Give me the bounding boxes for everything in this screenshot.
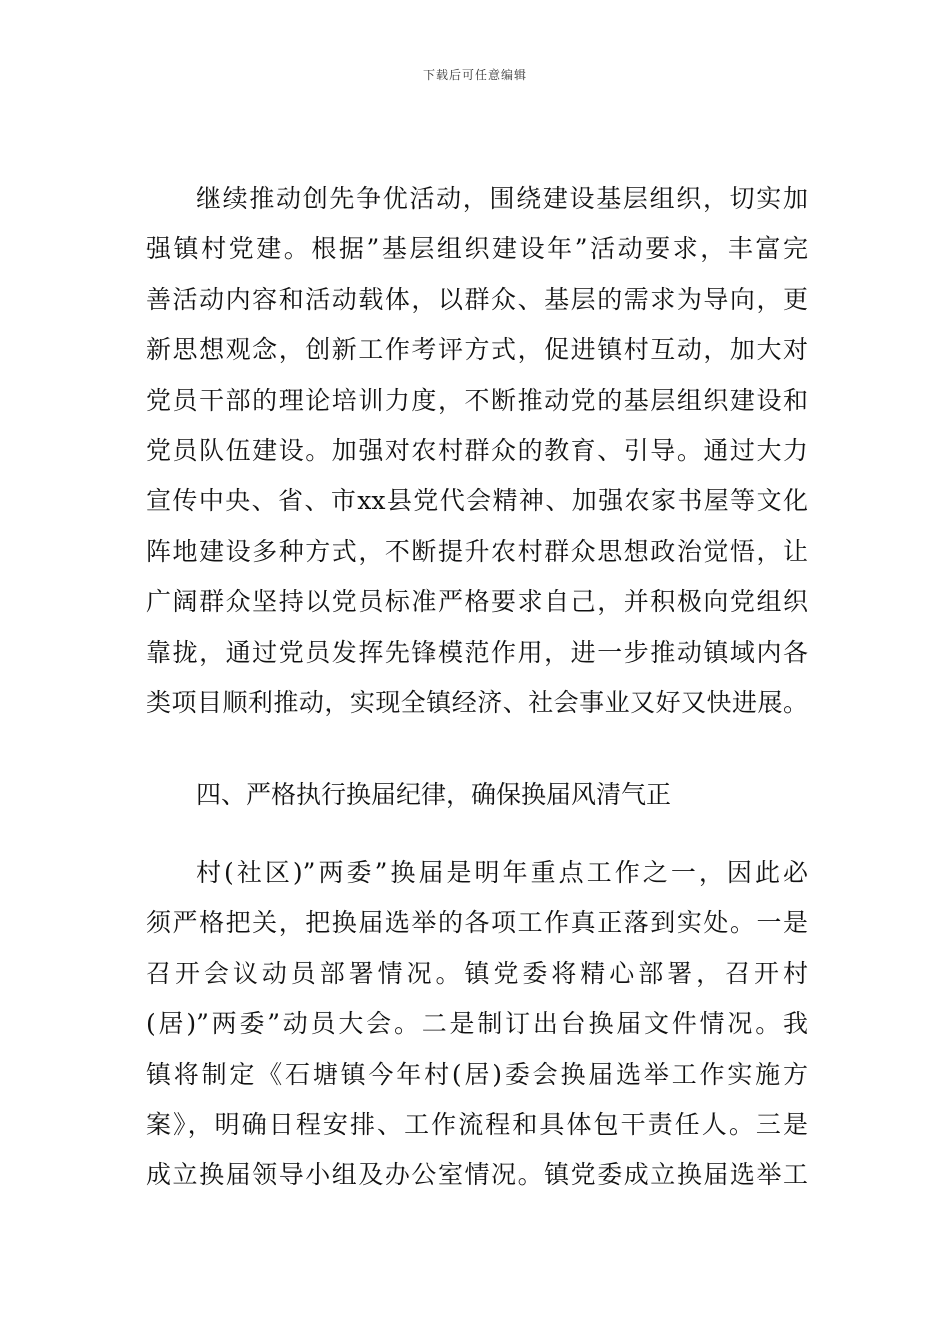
paragraph-line: 案》，明确日程安排、工作流程和具体包干责任人。三是 [146,1109,808,1139]
paragraph-line: 广阔群众坚持以党员标准严格要求自己，并积极向党组织 [146,587,808,617]
paragraph-line: 召开会议动员部署情况。镇党委将精心部署，召开村 [146,958,808,988]
page-header-note: 下载后可任意编辑 [422,68,527,82]
paragraph-line: 强镇村党建。根据”基层组织建设年”活动要求，丰富完 [146,234,808,264]
paragraph-election [146,848,808,1201]
paragraph-line: 村(社区)”两委”换届是明年重点工作之一，因此必 [196,858,808,887]
paragraph-line: 靠拢，通过党员发挥先锋模范作用，进一步推动镇域内各 [146,637,808,667]
paragraph-line: 阵地建设多种方式，不断提升农村群众思想政治觉悟，让 [146,536,808,566]
paragraph-line: 继续推动创先争优活动，围绕建设基层组织，切实加 [196,184,808,213]
paragraph-line: 党员干部的理论培训力度，不断推动党的基层组织建设和 [146,385,808,415]
paragraph-line: (居)”两委”动员大会。二是制订出台换届文件情况。我 [146,1009,808,1039]
paragraph-line: 成立换届领导小组及办公室情况。镇党委成立换届选举工 [146,1160,808,1190]
paragraph-line: 宣传中央、省、市xx县党代会精神、加强农家书屋等文化 [146,486,808,516]
paragraph-line: 镇将制定《石塘镇今年村(居)委会换届选举工作实施方 [146,1059,808,1089]
paragraph-line: 党员队伍建设。加强对农村群众的教育、引导。通过大力 [146,435,808,465]
paragraph-line: 类项目顺利推动，实现全镇经济、社会事业又好又快进展。 [146,687,808,717]
paragraph-line: 新思想观念，创新工作考评方式，促进镇村互动，加大对 [146,335,808,365]
paragraph-line: 善活动内容和活动载体，以群众、基层的需求为导向，更 [146,284,808,314]
section-heading [146,770,808,820]
section-heading-text: 四、严格执行换届纪律，确保换届风清气正 [196,780,672,809]
paragraph-line: 须严格把关，把换届选举的各项工作真正落到实处。一是 [146,908,808,938]
paragraph-party-building [146,174,808,728]
